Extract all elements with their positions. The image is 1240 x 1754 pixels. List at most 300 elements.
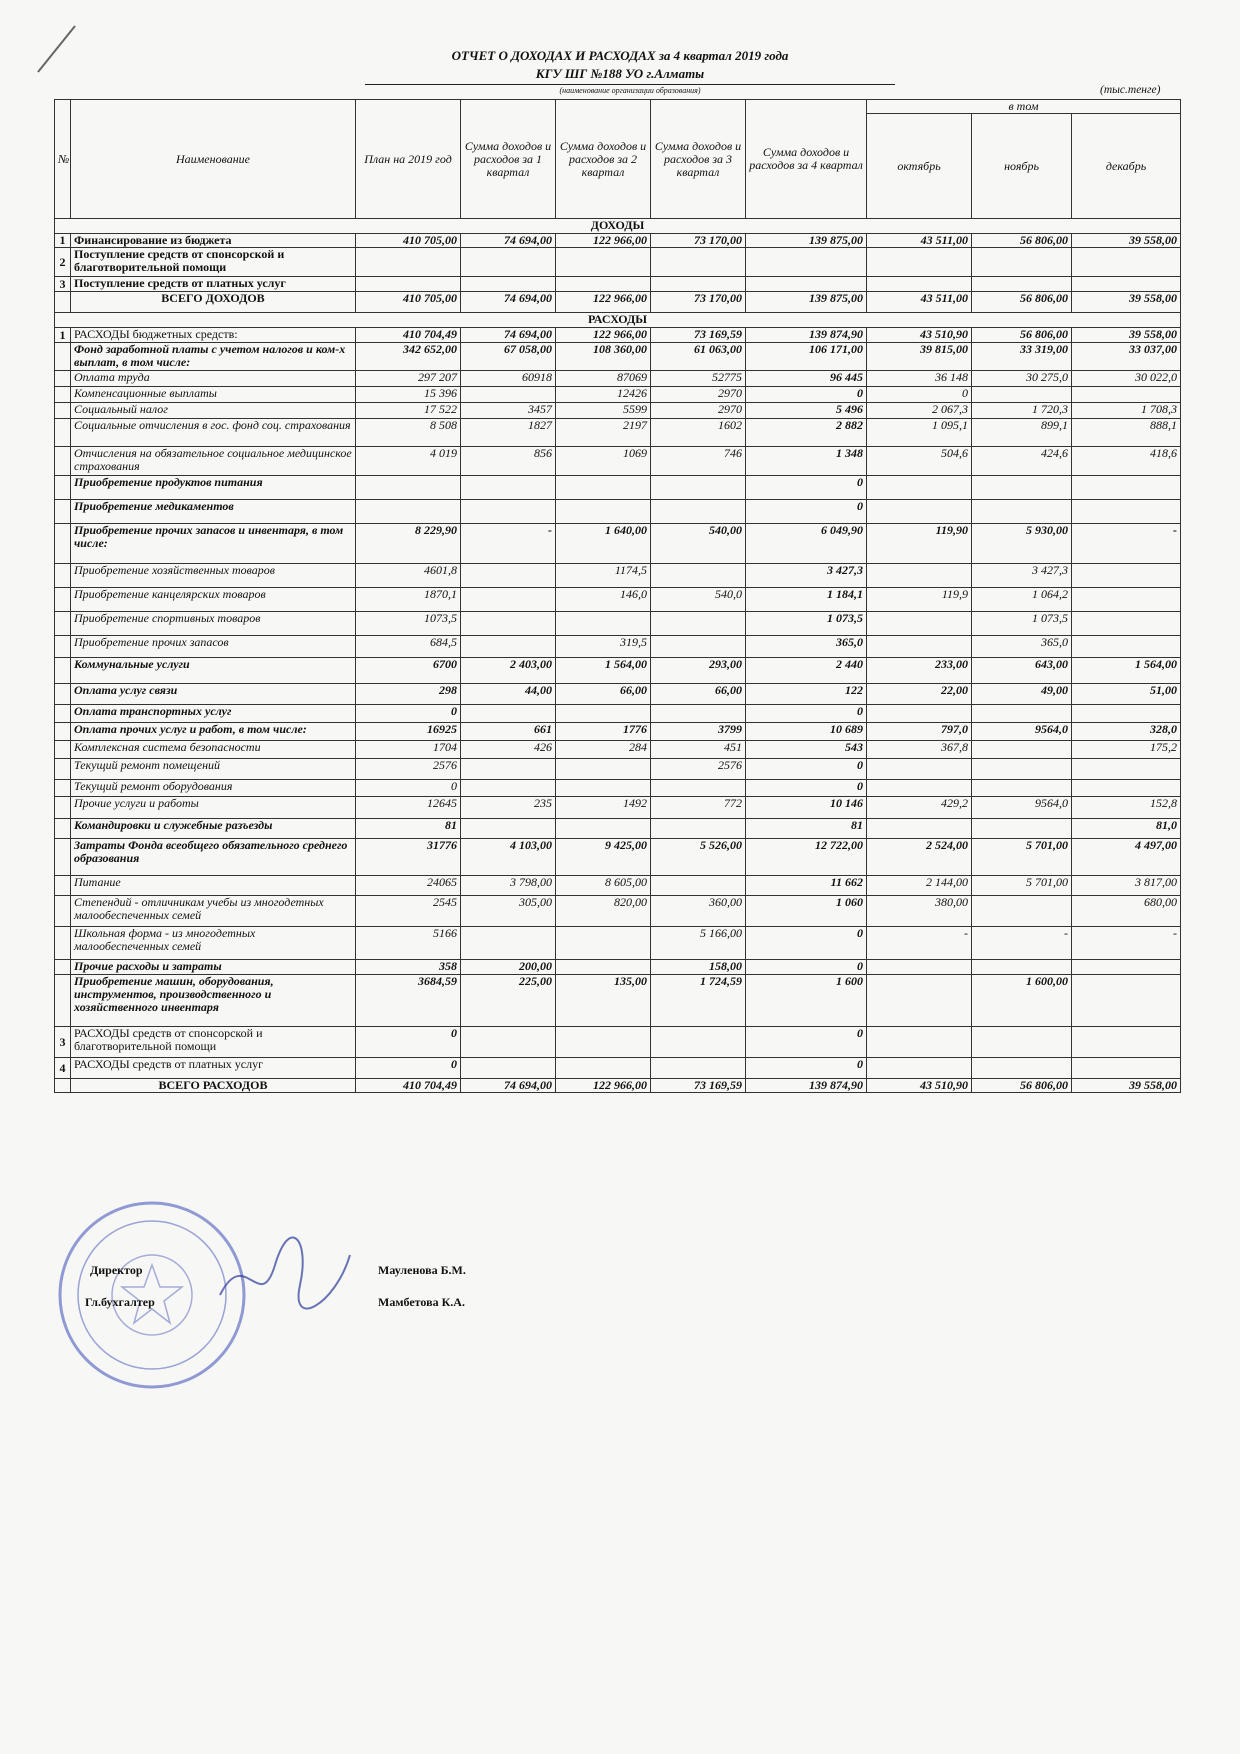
row-number <box>55 500 71 524</box>
value-cell: 0 <box>746 500 867 524</box>
value-cell: 3799 <box>651 723 746 741</box>
value-cell <box>556 612 651 636</box>
expense-row <box>55 684 1181 705</box>
value-cell <box>867 705 972 723</box>
value-cell: 365,0 <box>972 636 1072 658</box>
value-cell: 36 148 <box>867 371 972 387</box>
row-number <box>55 564 71 588</box>
value-cell: 73 170,00 <box>651 234 746 248</box>
row-number <box>55 723 71 741</box>
row-number <box>55 419 71 447</box>
value-cell: 0 <box>746 1058 867 1079</box>
value-cell: 30 022,0 <box>1072 371 1181 387</box>
col-header-name: Наименование <box>71 100 356 219</box>
org-caption: (наименование организации образования) <box>559 86 701 95</box>
value-cell: 746 <box>651 447 746 476</box>
value-cell <box>461 759 556 780</box>
value-cell: 9564,0 <box>972 797 1072 819</box>
expense-row <box>55 343 1181 371</box>
expense-row <box>55 723 1181 741</box>
row-number <box>55 780 71 797</box>
value-cell <box>1072 248 1181 277</box>
value-cell: 56 806,00 <box>972 292 1072 313</box>
value-cell: 56 806,00 <box>972 234 1072 248</box>
section-expense-title: РАСХОДЫ <box>55 313 1181 328</box>
value-cell: 5 166,00 <box>651 927 746 960</box>
value-cell: 49,00 <box>972 684 1072 705</box>
income-row <box>55 234 1181 248</box>
value-cell: 2970 <box>651 387 746 403</box>
value-cell: 543 <box>746 741 867 759</box>
value-cell: 429,2 <box>867 797 972 819</box>
row-number: 1 <box>55 328 71 343</box>
value-cell: 60918 <box>461 371 556 387</box>
value-cell: 139 875,00 <box>746 234 867 248</box>
value-cell: 319,5 <box>556 636 651 658</box>
value-cell <box>1072 476 1181 500</box>
value-cell: 39 558,00 <box>1072 328 1181 343</box>
expense-row <box>55 612 1181 636</box>
row-name: Оплата прочих услуг и работ, в том числе: <box>71 723 356 741</box>
value-cell <box>356 476 461 500</box>
value-cell <box>1072 500 1181 524</box>
value-cell: 284 <box>556 741 651 759</box>
row-number <box>55 927 71 960</box>
expense-row <box>55 839 1181 876</box>
value-cell <box>651 1058 746 1079</box>
expense-row <box>55 476 1181 500</box>
expense-row <box>55 658 1181 684</box>
expense-row <box>55 1079 1181 1093</box>
value-cell: 4 019 <box>356 447 461 476</box>
value-cell <box>556 500 651 524</box>
expense-row <box>55 371 1181 387</box>
expense-row <box>55 419 1181 447</box>
value-cell: 3457 <box>461 403 556 419</box>
row-number <box>55 476 71 500</box>
row-number <box>55 839 71 876</box>
value-cell: 2 882 <box>746 419 867 447</box>
value-cell <box>1072 564 1181 588</box>
value-cell: 6700 <box>356 658 461 684</box>
value-cell: 2 144,00 <box>867 876 972 896</box>
value-cell: 3684,59 <box>356 975 461 1027</box>
income-row <box>55 248 1181 277</box>
value-cell: 0 <box>746 759 867 780</box>
value-cell: 39 558,00 <box>1072 1079 1181 1093</box>
value-cell <box>651 636 746 658</box>
value-cell <box>867 500 972 524</box>
expense-row <box>55 636 1181 658</box>
accountant-name: Мамбетова К.А. <box>378 1295 465 1309</box>
value-cell: - <box>867 927 972 960</box>
value-cell <box>972 896 1072 927</box>
value-cell: 10 689 <box>746 723 867 741</box>
row-number <box>55 705 71 723</box>
row-name: Фонд заработной платы с учетом налогов и ком-х выплат, в том числе: <box>71 343 356 371</box>
col-header-plan: План на 2019 год <box>356 100 461 219</box>
value-cell: 122 966,00 <box>556 234 651 248</box>
value-cell <box>556 476 651 500</box>
value-cell: 56 806,00 <box>972 328 1072 343</box>
value-cell: 235 <box>461 797 556 819</box>
value-cell: 122 966,00 <box>556 328 651 343</box>
value-cell: 2 524,00 <box>867 839 972 876</box>
value-cell: 1870,1 <box>356 588 461 612</box>
value-cell: 106 171,00 <box>746 343 867 371</box>
value-cell: 2 440 <box>746 658 867 684</box>
value-cell <box>556 960 651 975</box>
value-cell <box>461 387 556 403</box>
report-table <box>54 99 1181 1093</box>
value-cell <box>972 248 1072 277</box>
value-cell: 1 724,59 <box>651 975 746 1027</box>
value-cell <box>867 1027 972 1058</box>
value-cell <box>1072 277 1181 292</box>
value-cell: 8 229,90 <box>356 524 461 564</box>
row-name: Прочие услуги и работы <box>71 797 356 819</box>
director-label: Директор <box>90 1263 143 1277</box>
row-name: Затраты Фонда всеобщего обязательного среднего образования <box>71 839 356 876</box>
value-cell: 772 <box>651 797 746 819</box>
value-cell: 33 319,00 <box>972 343 1072 371</box>
row-number: 2 <box>55 248 71 277</box>
value-cell <box>867 1058 972 1079</box>
value-cell: 200,00 <box>461 960 556 975</box>
value-cell: 9 425,00 <box>556 839 651 876</box>
value-cell: 81 <box>356 819 461 839</box>
row-number <box>55 975 71 1027</box>
row-name: Отчисления на обязательное социальное медицинское страхования <box>71 447 356 476</box>
value-cell: 451 <box>651 741 746 759</box>
value-cell <box>461 705 556 723</box>
value-cell: 365,0 <box>746 636 867 658</box>
value-cell: 358 <box>356 960 461 975</box>
value-cell: 2 403,00 <box>461 658 556 684</box>
row-name: Степендий - отличникам учебы из многодетных малообеспеченных семей <box>71 896 356 927</box>
value-cell <box>651 1027 746 1058</box>
value-cell: 22,00 <box>867 684 972 705</box>
value-cell: 661 <box>461 723 556 741</box>
row-name: Приобретение канцелярских товаров <box>71 588 356 612</box>
value-cell: 540,00 <box>651 524 746 564</box>
value-cell: 122 966,00 <box>556 292 651 313</box>
value-cell: 67 058,00 <box>461 343 556 371</box>
row-number <box>55 658 71 684</box>
value-cell <box>867 476 972 500</box>
col-header-q1: Сумма доходов и расходов за 1 квартал <box>461 100 556 219</box>
value-cell <box>972 780 1072 797</box>
value-cell: 1 564,00 <box>1072 658 1181 684</box>
expense-row <box>55 876 1181 896</box>
value-cell <box>651 277 746 292</box>
value-cell: 1 064,2 <box>972 588 1072 612</box>
value-cell: 305,00 <box>461 896 556 927</box>
row-name: Питание <box>71 876 356 896</box>
value-cell: 3 798,00 <box>461 876 556 896</box>
value-cell: 39 558,00 <box>1072 234 1181 248</box>
value-cell: 5 701,00 <box>972 876 1072 896</box>
value-cell <box>556 759 651 780</box>
value-cell: 17 522 <box>356 403 461 419</box>
row-name: Компенсационные выплаты <box>71 387 356 403</box>
row-name: Приобретение прочих запасов <box>71 636 356 658</box>
value-cell: 43 510,90 <box>867 1079 972 1093</box>
value-cell: 108 360,00 <box>556 343 651 371</box>
value-cell: 81 <box>746 819 867 839</box>
value-cell <box>1072 1058 1181 1079</box>
value-cell: 1 184,1 <box>746 588 867 612</box>
value-cell: 1073,5 <box>356 612 461 636</box>
value-cell: 96 445 <box>746 371 867 387</box>
value-cell: 328,0 <box>1072 723 1181 741</box>
row-number <box>55 1079 71 1093</box>
value-cell <box>651 564 746 588</box>
value-cell <box>356 277 461 292</box>
value-cell: 6 049,90 <box>746 524 867 564</box>
value-cell <box>972 476 1072 500</box>
value-cell <box>1072 636 1181 658</box>
value-cell: 87069 <box>556 371 651 387</box>
row-name: Оплата транспортных услуг <box>71 705 356 723</box>
value-cell <box>867 759 972 780</box>
value-cell: 30 275,0 <box>972 371 1072 387</box>
value-cell: 8 605,00 <box>556 876 651 896</box>
expense-row <box>55 960 1181 975</box>
value-cell: 2 067,3 <box>867 403 972 419</box>
value-cell <box>356 248 461 277</box>
value-cell: 73 169,59 <box>651 1079 746 1093</box>
row-name: Текущий ремонт помещений <box>71 759 356 780</box>
value-cell <box>556 277 651 292</box>
value-cell <box>867 636 972 658</box>
col-header-q2: Сумма доходов и расходов за 2 квартал <box>556 100 651 219</box>
value-cell: 0 <box>356 1027 461 1058</box>
value-cell <box>461 927 556 960</box>
value-cell: - <box>461 524 556 564</box>
value-cell: 2197 <box>556 419 651 447</box>
value-cell <box>972 1058 1072 1079</box>
value-cell: 0 <box>746 780 867 797</box>
currency-unit: (тыс.тенге) <box>1100 84 1161 96</box>
value-cell: 5166 <box>356 927 461 960</box>
value-cell <box>1072 588 1181 612</box>
value-cell: 24065 <box>356 876 461 896</box>
expense-row <box>55 524 1181 564</box>
value-cell: 680,00 <box>1072 896 1181 927</box>
value-cell: 1602 <box>651 419 746 447</box>
value-cell <box>651 476 746 500</box>
row-name: ВСЕГО РАСХОДОВ <box>71 1079 356 1093</box>
value-cell: 418,6 <box>1072 447 1181 476</box>
value-cell <box>356 500 461 524</box>
row-number <box>55 403 71 419</box>
value-cell: 1 073,5 <box>746 612 867 636</box>
value-cell: 16925 <box>356 723 461 741</box>
value-cell: 1492 <box>556 797 651 819</box>
value-cell: 1 348 <box>746 447 867 476</box>
value-cell <box>972 500 1072 524</box>
value-cell: 139 874,90 <box>746 328 867 343</box>
value-cell: 360,00 <box>651 896 746 927</box>
row-name: Приобретение медикаментов <box>71 500 356 524</box>
value-cell: 1 708,3 <box>1072 403 1181 419</box>
row-name: Социальный налог <box>71 403 356 419</box>
value-cell: 74 694,00 <box>461 328 556 343</box>
row-number <box>55 819 71 839</box>
report-title: ОТЧЕТ О ДОХОДАХ И РАСХОДАХ за 4 квартал 2019 года <box>451 48 789 63</box>
value-cell: 3 817,00 <box>1072 876 1181 896</box>
value-cell <box>867 975 972 1027</box>
row-number <box>55 447 71 476</box>
value-cell: 1827 <box>461 419 556 447</box>
value-cell: 504,6 <box>867 447 972 476</box>
value-cell: 10 146 <box>746 797 867 819</box>
value-cell <box>461 636 556 658</box>
value-cell <box>1072 960 1181 975</box>
value-cell <box>746 277 867 292</box>
value-cell: 297 207 <box>356 371 461 387</box>
expense-row <box>55 564 1181 588</box>
value-cell: 5599 <box>556 403 651 419</box>
row-name: ВСЕГО ДОХОДОВ <box>71 292 356 313</box>
col-header-num: № <box>55 100 71 219</box>
value-cell: 0 <box>356 1058 461 1079</box>
expense-row <box>55 403 1181 419</box>
value-cell: 0 <box>746 705 867 723</box>
value-cell <box>651 819 746 839</box>
value-cell: 11 662 <box>746 876 867 896</box>
value-cell <box>651 876 746 896</box>
value-cell: 1 073,5 <box>972 612 1072 636</box>
value-cell: 12426 <box>556 387 651 403</box>
director-name: Мауленова Б.М. <box>378 1263 466 1277</box>
value-cell: 119,9 <box>867 588 972 612</box>
value-cell: 139 875,00 <box>746 292 867 313</box>
value-cell: 146,0 <box>556 588 651 612</box>
value-cell: 293,00 <box>651 658 746 684</box>
col-header-q4: Сумма доходов и расходов за 4 квартал <box>746 100 867 219</box>
value-cell: 5 496 <box>746 403 867 419</box>
value-cell: 1 600 <box>746 975 867 1027</box>
value-cell: 3 427,3 <box>746 564 867 588</box>
value-cell <box>972 759 1072 780</box>
value-cell: 1 600,00 <box>972 975 1072 1027</box>
value-cell: 0 <box>746 927 867 960</box>
row-name: Приобретение машин, оборудования, инструментов, производственного и хозяйственного инвентаря <box>71 975 356 1027</box>
value-cell <box>556 780 651 797</box>
value-cell: 540,0 <box>651 588 746 612</box>
row-number <box>55 612 71 636</box>
row-name: Приобретение продуктов питания <box>71 476 356 500</box>
value-cell: 1 060 <box>746 896 867 927</box>
value-cell <box>556 248 651 277</box>
row-number <box>55 741 71 759</box>
signature-scribble <box>215 1235 355 1325</box>
row-name: Командировки и служебные разъезды <box>71 819 356 839</box>
row-name: РАСХОДЫ бюджетных средств: <box>71 328 356 343</box>
value-cell: 1 720,3 <box>972 403 1072 419</box>
row-number <box>55 371 71 387</box>
value-cell: 424,6 <box>972 447 1072 476</box>
row-number <box>55 896 71 927</box>
expense-section <box>55 313 1181 1093</box>
col-header-group: в том <box>867 100 1181 114</box>
value-cell: 410 705,00 <box>356 234 461 248</box>
value-cell: 5 526,00 <box>651 839 746 876</box>
value-cell: 0 <box>746 1027 867 1058</box>
expense-row <box>55 447 1181 476</box>
accountant-label: Гл.бухгалтер <box>85 1295 155 1309</box>
income-row <box>55 277 1181 292</box>
row-number: 1 <box>55 234 71 248</box>
value-cell: 426 <box>461 741 556 759</box>
row-number <box>55 960 71 975</box>
value-cell: 8 508 <box>356 419 461 447</box>
row-name: Оплата труда <box>71 371 356 387</box>
value-cell: 1174,5 <box>556 564 651 588</box>
value-cell: 39 815,00 <box>867 343 972 371</box>
value-cell: 81,0 <box>1072 819 1181 839</box>
value-cell: 856 <box>461 447 556 476</box>
value-cell: 410 704,49 <box>356 328 461 343</box>
value-cell: 152,8 <box>1072 797 1181 819</box>
expense-row <box>55 1058 1181 1079</box>
value-cell: - <box>1072 524 1181 564</box>
value-cell <box>1072 780 1181 797</box>
row-name: Приобретение хозяйственных товаров <box>71 564 356 588</box>
value-cell: 1 564,00 <box>556 658 651 684</box>
row-number <box>55 684 71 705</box>
value-cell: - <box>972 927 1072 960</box>
value-cell <box>972 387 1072 403</box>
expense-row <box>55 896 1181 927</box>
row-name: Школьная форма - из многодетных малообеспеченных семей <box>71 927 356 960</box>
expense-row <box>55 588 1181 612</box>
value-cell: 380,00 <box>867 896 972 927</box>
value-cell: 899,1 <box>972 419 1072 447</box>
value-cell: 15 396 <box>356 387 461 403</box>
expense-row <box>55 780 1181 797</box>
value-cell: 298 <box>356 684 461 705</box>
value-cell: 0 <box>356 705 461 723</box>
value-cell <box>556 1027 651 1058</box>
row-name: РАСХОДЫ средств от платных услуг <box>71 1058 356 1079</box>
col-header-november: ноябрь <box>972 114 1072 219</box>
value-cell: 820,00 <box>556 896 651 927</box>
row-number <box>55 797 71 819</box>
value-cell: 44,00 <box>461 684 556 705</box>
expense-row <box>55 819 1181 839</box>
value-cell <box>461 819 556 839</box>
value-cell: 61 063,00 <box>651 343 746 371</box>
value-cell: - <box>1072 927 1181 960</box>
value-cell <box>1072 759 1181 780</box>
value-cell: 367,8 <box>867 741 972 759</box>
value-cell: 0 <box>867 387 972 403</box>
row-number <box>55 759 71 780</box>
value-cell <box>461 500 556 524</box>
value-cell <box>972 960 1072 975</box>
value-cell: 135,00 <box>556 975 651 1027</box>
value-cell: 175,2 <box>1072 741 1181 759</box>
expense-row <box>55 328 1181 343</box>
value-cell: 31776 <box>356 839 461 876</box>
value-cell: 4 497,00 <box>1072 839 1181 876</box>
value-cell: 225,00 <box>461 975 556 1027</box>
value-cell: 0 <box>746 960 867 975</box>
expense-row <box>55 500 1181 524</box>
